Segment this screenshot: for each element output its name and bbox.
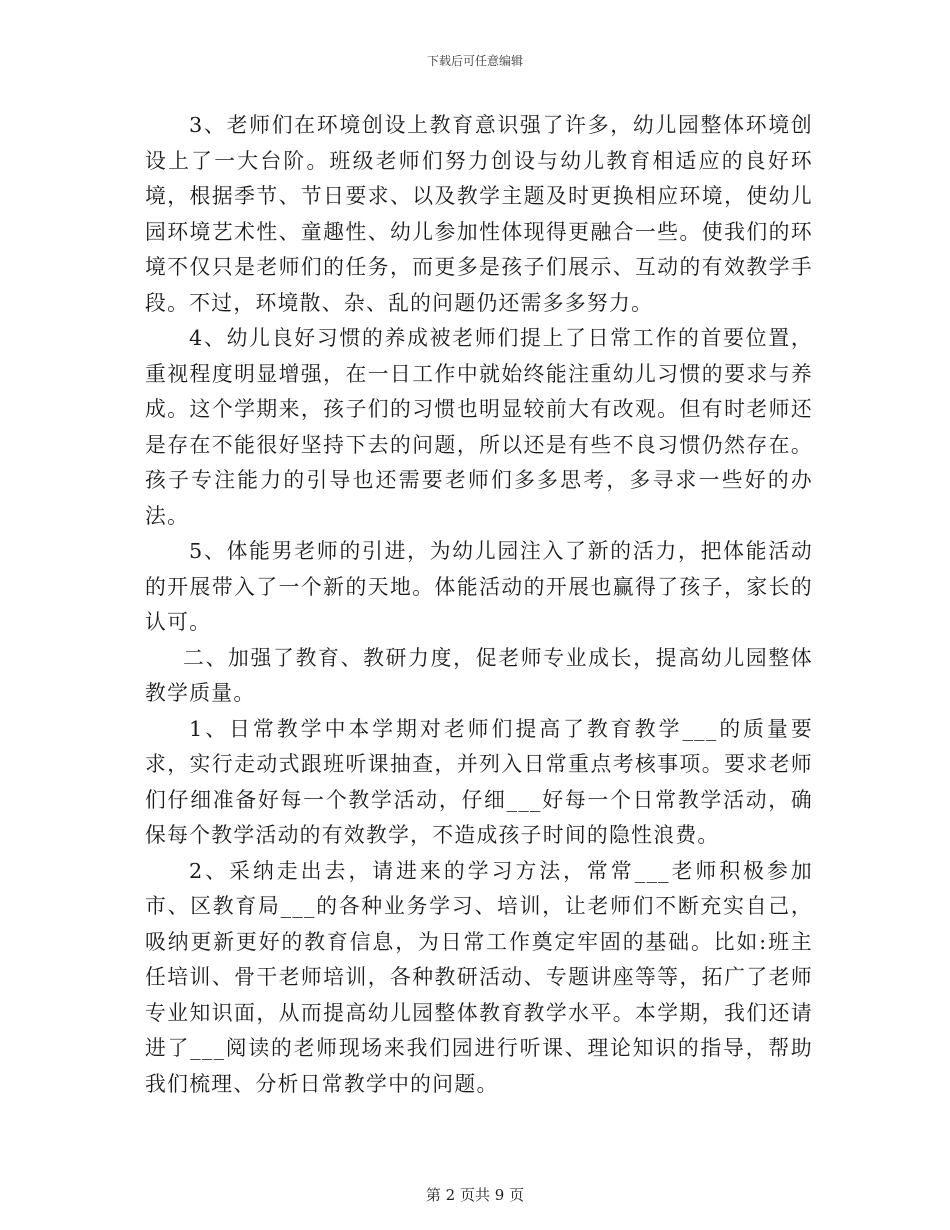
paragraph-environment: 3、老师们在环境创设上教育意识强了许多，幼儿园整体环境创设上了一大台阶。班级老师们努力创设与幼儿教育相适应的良好环境，根据季节、节日要求、以及教学主题及时更换相应环境，使幼儿园环境艺术性、童趣性、幼儿参加性体现得更融合一些。使我们的环境不仅只是老师们的任务，而更多是孩子们展示、互动的有效教学手段。不过，环境散、杂、乱的问题仍还需多多努力。 [145, 113, 813, 315]
page-number: 第 2 页共 9 页 [425, 1186, 525, 1204]
paragraph-learning-methods: 2、采纳走出去，请进来的学习方法，常常___老师积极参加市、区教育局___的各种业务学习、培训，让老师们不断充实自己，吸纳更新更好的教育信息，为日常工作奠定牢固的基础。比如:班主任培训、骨干老师培训，各种教研活动、专题讲座等等，拓广了老师专业知识面，从而提高幼儿园整体教育教学水平。本学期，我们还请进了___阅读的老师现场来我们园进行听课、理论知识的指导，帮助我们梳理、分析日常教学中的问题。 [145, 858, 813, 1096]
document-body [145, 108, 813, 1102]
section-heading: 二、加强了教育、教研力度，促老师专业成长，提高幼儿园整体教学质量。 [145, 645, 813, 705]
paragraph-habits: 4、幼儿良好习惯的养成被老师们提上了日常工作的首要位置，重视程度明显增强，在一日工作中就始终能注重幼儿习惯的要求与养成。这个学期来，孩子们的习惯也明显较前大有改观。但有时老师还是存在不能很好坚持下去的问题，所以还是有些不良习惯仍然存在。孩子专注能力的引导也还需要老师们多多思考，多寻求一些好的办法。 [145, 326, 813, 528]
paragraph-daily-teaching: 1、日常教学中本学期对老师们提高了教育教学___的质量要求，实行走动式跟班听课抽查，并列入日常重点考核事项。要求老师们仔细准备好每一个教学活动，仔细___好每一个日常教学活动，确保每个教学活动的有效教学，不造成孩子时间的隐性浪费。 [145, 716, 813, 847]
page-header: 下载后可任意编辑 [426, 54, 523, 68]
paragraph-pe-teacher: 5、体能男老师的引进，为幼儿园注入了新的活力，把体能活动的开展带入了一个新的天地。体能活动的开展也赢得了孩子，家长的认可。 [145, 539, 813, 634]
